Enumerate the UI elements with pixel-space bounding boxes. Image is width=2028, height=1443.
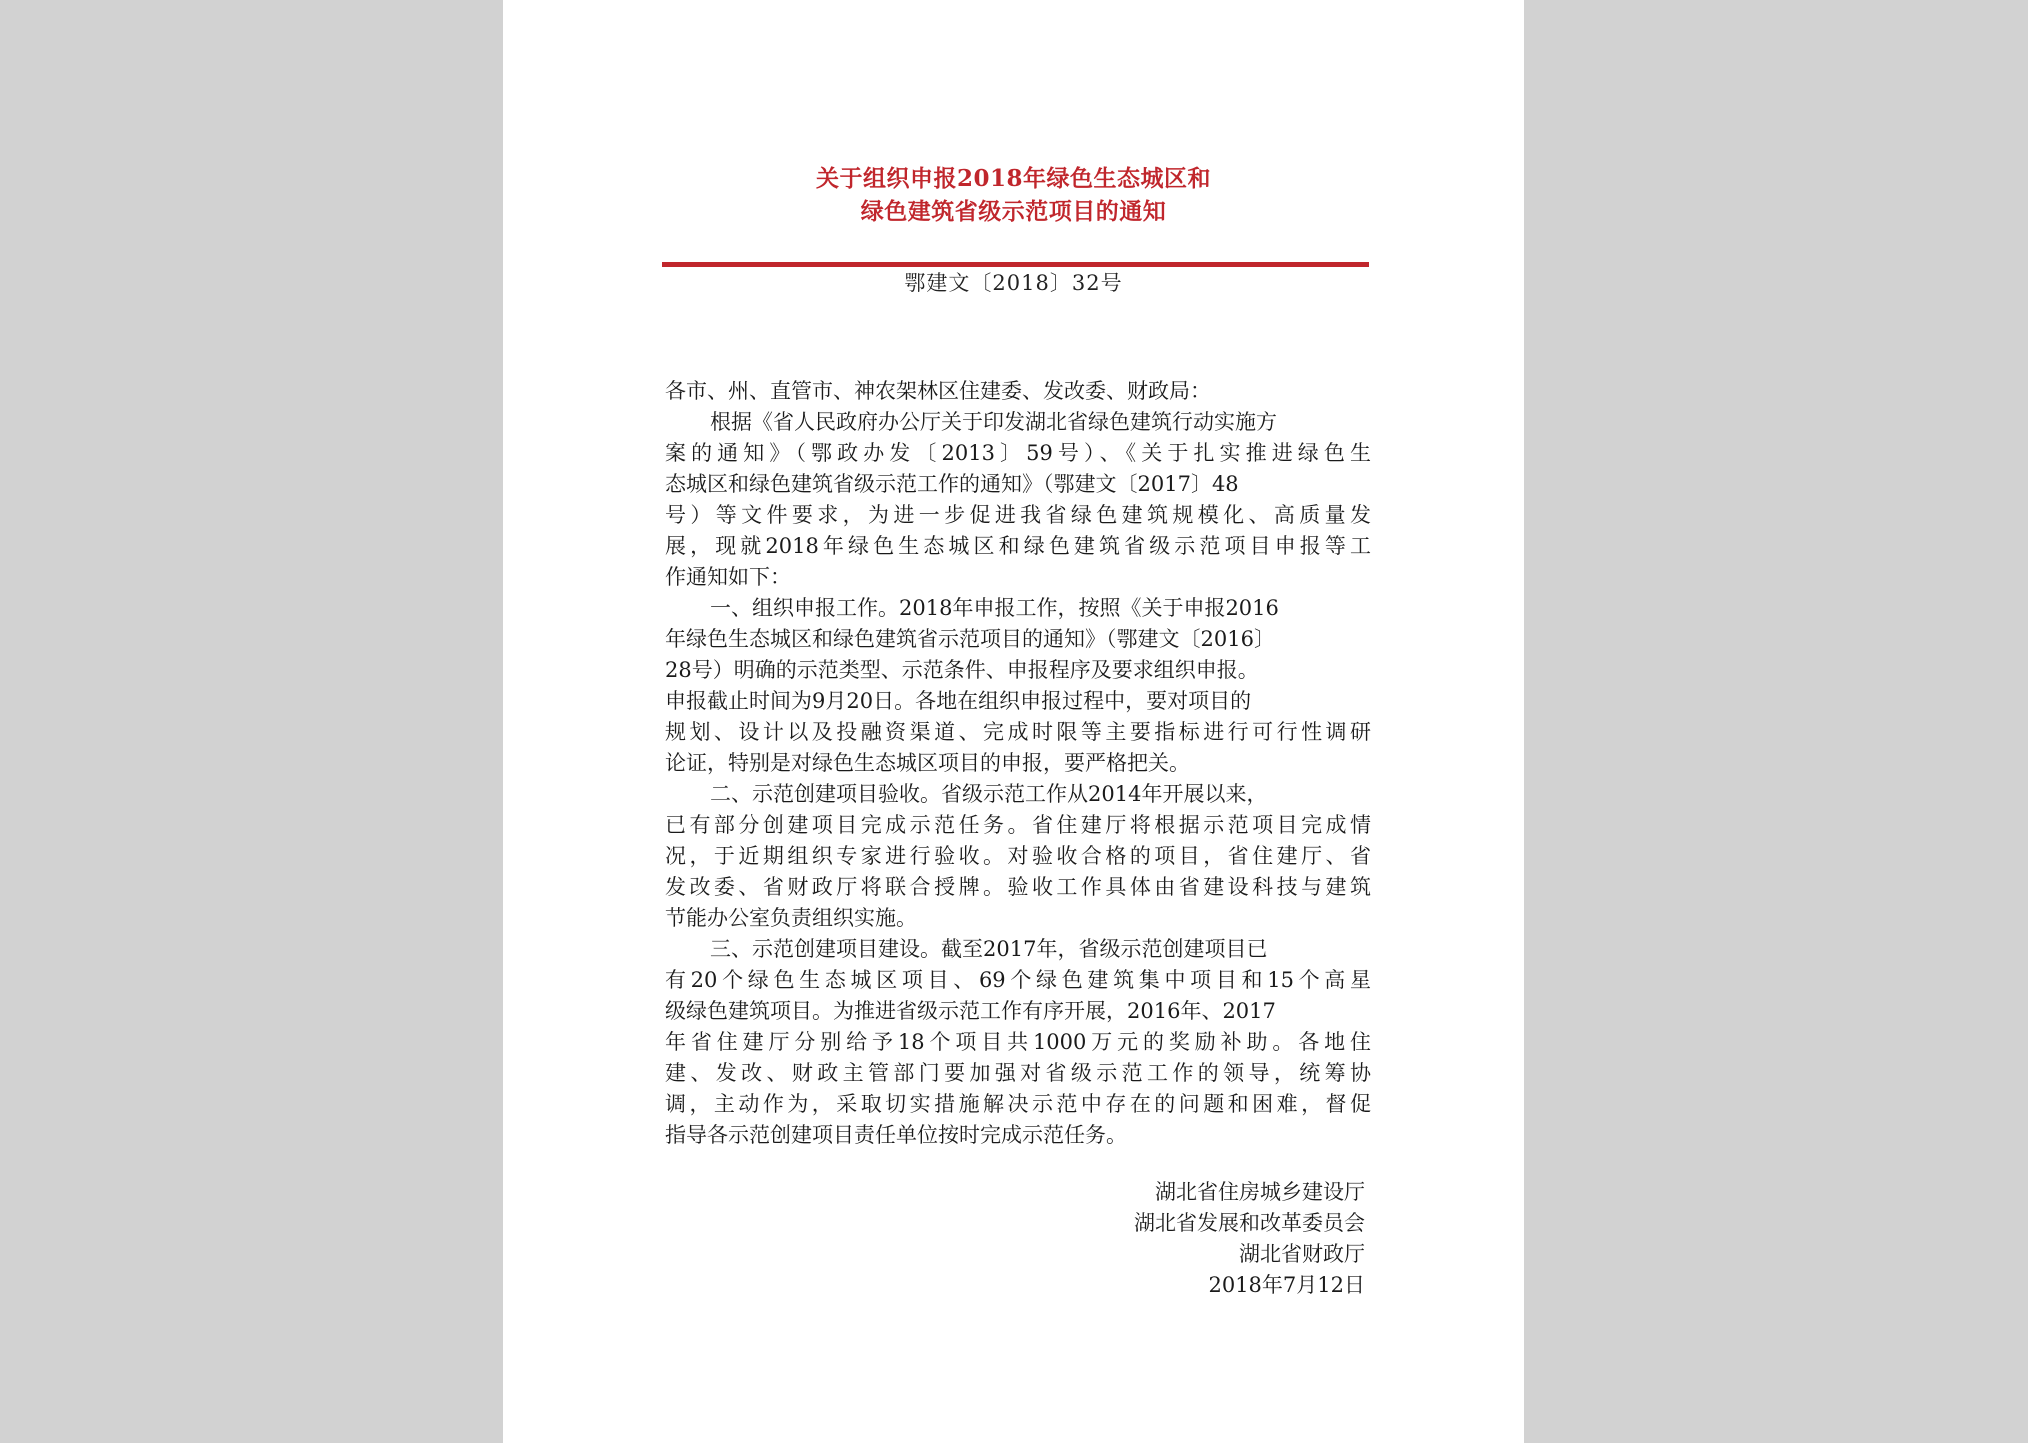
body-line: 案的通知》（鄂政办发〔2013〕59号）、《关于扎实推进绿色生 — [665, 441, 1371, 465]
document-title — [503, 162, 1524, 228]
body-line: 级绿色建筑项目。为推进省级示范工作有序开展，2016年、2017 — [665, 999, 1276, 1023]
issue-date: 2018年7月12日 — [1208, 1273, 1365, 1297]
body-line: 展，现就2018年绿色生态城区和绿色建筑省级示范项目申报等工 — [665, 534, 1371, 558]
body-line: 号）等文件要求，为进一步促进我省绿色建筑规模化、高质量发 — [665, 503, 1371, 527]
title-line-1: 关于组织申报2018年绿色生态城区和 — [815, 165, 1211, 192]
body-line: 已有部分创建项目完成示范任务。省住建厅将根据示范项目完成情 — [665, 813, 1371, 837]
signature-block — [503, 1177, 1365, 1301]
red-header-rule — [662, 262, 1369, 267]
issuer-finance-department: 湖北省财政厅 — [1239, 1242, 1365, 1266]
body-line: 规划、设计以及投融资渠道、完成时限等主要指标进行可行性调研 — [665, 720, 1371, 744]
body-line: 况，于近期组织专家进行验收。对验收合格的项目，省住建厅、省 — [665, 844, 1371, 868]
body-line: 一、组织申报工作。2018年申报工作，按照《关于申报2016 — [710, 596, 1279, 620]
body-line: 根据《省人民政府办公厅关于印发湖北省绿色建筑行动实施方 — [710, 410, 1277, 434]
body-line: 态城区和绿色建筑省级示范工作的通知》（鄂建文〔2017〕48 — [665, 472, 1239, 496]
body-line: 年省住建厅分别给予18个项目共1000万元的奖励补助。各地住 — [665, 1030, 1371, 1054]
body-line: 指导各示范创建项目责任单位按时完成示范任务。 — [665, 1123, 1127, 1147]
body-line: 申报截止时间为9月20日。各地在组织申报过程中，要对项目的 — [665, 689, 1252, 713]
document-number: 鄂建文〔2018〕32号 — [904, 271, 1123, 295]
issuer-housing-department: 湖北省住房城乡建设厅 — [1155, 1180, 1365, 1204]
body-line: 有20个绿色生态城区项目、69个绿色建筑集中项目和15个高星 — [665, 968, 1371, 992]
title-line-2: 绿色建筑省级示范项目的通知 — [860, 198, 1167, 225]
body-line: 发改委、省财政厅将联合授牌。验收工作具体由省建设科技与建筑 — [665, 875, 1371, 899]
body-line: 调，主动作为，采取切实措施解决示范中存在的问题和困难，督促 — [665, 1092, 1371, 1116]
body-line: 论证，特别是对绿色生态城区项目的申报，要严格把关。 — [665, 751, 1190, 775]
body-line: 作通知如下： — [665, 565, 791, 589]
body-line: 建、发改、财政主管部门要加强对省级示范工作的领导，统筹协 — [665, 1061, 1371, 1085]
issuer-development-commission: 湖北省发展和改革委员会 — [1134, 1211, 1365, 1235]
document-page — [503, 0, 1524, 1443]
body-line: 28号）明确的示范类型、示范条件、申报程序及要求组织申报。 — [665, 658, 1259, 682]
salutation-line: 各市、州、直管市、神农架林区住建委、发改委、财政局： — [665, 379, 1211, 403]
body-line: 节能办公室负责组织实施。 — [665, 906, 917, 930]
document-body — [665, 376, 1371, 1151]
body-line: 三、示范创建项目建设。截至2017年，省级示范创建项目已 — [710, 937, 1268, 961]
body-line: 年绿色生态城区和绿色建筑省示范项目的通知》（鄂建文〔2016〕 — [665, 627, 1275, 651]
body-line: 二、示范创建项目验收。省级示范工作从2014年开展以来， — [710, 782, 1268, 806]
